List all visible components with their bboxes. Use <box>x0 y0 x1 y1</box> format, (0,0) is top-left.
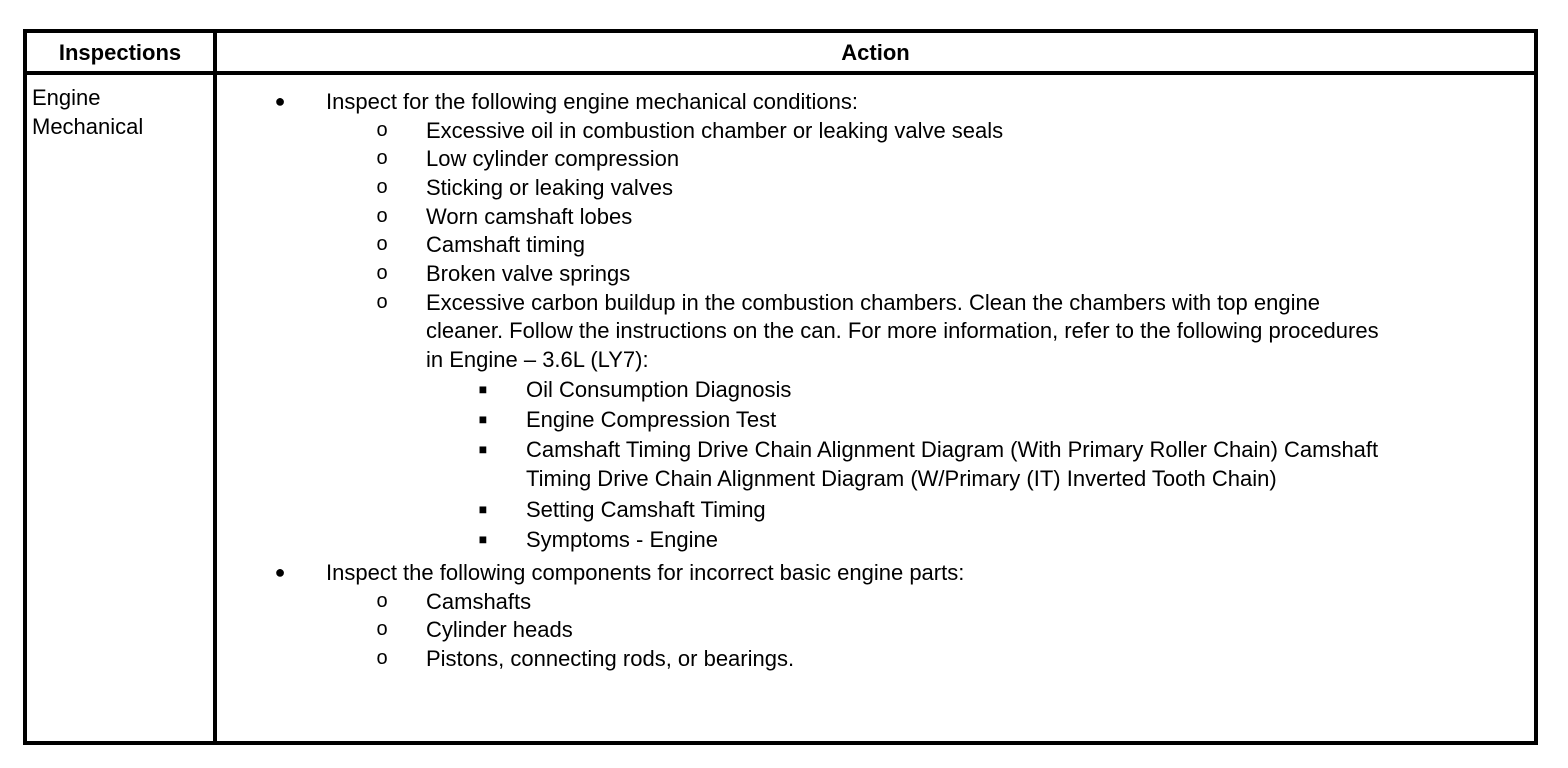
list-item <box>217 495 1534 524</box>
square-bullet-icon: ■ <box>478 381 488 397</box>
list-item <box>217 615 1534 644</box>
list-item-text: in Engine – 3.6L (LY7): <box>426 347 649 372</box>
square-bullet-icon: ■ <box>478 411 488 427</box>
list-item <box>217 87 1534 116</box>
circle-bullet-icon: o <box>376 291 388 313</box>
circle-bullet-icon: o <box>376 205 388 227</box>
list-item <box>217 259 1534 288</box>
list-item <box>217 558 1534 587</box>
circle-bullet-icon: o <box>376 590 388 612</box>
circle-bullet-icon: o <box>376 119 388 141</box>
list-item-text: Low cylinder compression <box>426 146 680 171</box>
list-item-text: Setting Camshaft Timing <box>526 497 766 522</box>
list-item <box>217 116 1534 145</box>
list-item-text: Camshafts <box>426 589 532 614</box>
list-item <box>217 144 1534 173</box>
list-item-text: Inspect the following components for incorrect basic engine parts: <box>326 560 965 585</box>
list-item <box>217 173 1534 202</box>
inspection-cell <box>32 83 208 141</box>
list-item <box>217 587 1534 616</box>
list-item-text: Symptoms - Engine <box>526 527 718 552</box>
circle-bullet-icon: o <box>376 147 388 169</box>
square-bullet-icon: ■ <box>478 531 488 547</box>
square-bullet-icon: ■ <box>478 501 488 517</box>
header-inspections: Inspections <box>58 40 182 65</box>
list-item-text: Broken valve springs <box>426 261 631 286</box>
square-bullet-icon: ■ <box>478 441 488 457</box>
bullet-icon: ● <box>274 91 286 111</box>
list-item-text: Oil Consumption Diagnosis <box>526 377 792 402</box>
list-item-continuation <box>217 316 1534 345</box>
circle-bullet-icon: o <box>376 176 388 198</box>
list-item <box>217 644 1534 673</box>
list-item-text: Worn camshaft lobes <box>426 204 633 229</box>
list-item-text: Camshaft Timing Drive Chain Alignment Diagram (With Primary Roller Chain) Camshaft <box>526 437 1379 462</box>
list-item-continuation <box>217 345 1534 374</box>
list-item-text: Excessive oil in combustion chamber or leaking valve seals <box>426 118 1004 143</box>
list-item-text: Excessive carbon buildup in the combustion chambers. Clean the chambers with top engine <box>426 290 1320 315</box>
list-item <box>217 375 1534 404</box>
bullet-icon: ● <box>274 562 286 582</box>
list-item-text: Inspect for the following engine mechanical conditions: <box>326 89 858 114</box>
inspection-label-line-2: Mechanical <box>32 114 144 139</box>
list-item <box>217 230 1534 259</box>
list-item <box>217 525 1534 554</box>
list-item-text: Camshaft timing <box>426 232 585 257</box>
list-item <box>217 435 1534 464</box>
circle-bullet-icon: o <box>376 618 388 640</box>
list-item-text: Pistons, connecting rods, or bearings. <box>426 646 795 671</box>
list-item-text: Sticking or leaking valves <box>426 175 674 200</box>
list-item-text: Cylinder heads <box>426 617 573 642</box>
circle-bullet-icon: o <box>376 647 388 669</box>
circle-bullet-icon: o <box>376 262 388 284</box>
circle-bullet-icon: o <box>376 233 388 255</box>
list-item <box>217 202 1534 231</box>
list-item <box>217 288 1534 317</box>
inspection-label-line-1: Engine <box>32 85 101 110</box>
list-item <box>217 405 1534 434</box>
list-item-text: Timing Drive Chain Alignment Diagram (W/Primary (IT) Inverted Tooth Chain) <box>526 466 1277 491</box>
header-action: Action <box>841 40 910 65</box>
list-item-text: Engine Compression Test <box>526 407 777 432</box>
list-item-continuation <box>217 464 1534 493</box>
list-item-text: cleaner. Follow the instructions on the can. For more information, refer to the following procedures <box>426 318 1379 343</box>
inspection-table <box>23 29 1538 745</box>
header-divider <box>27 71 1534 75</box>
